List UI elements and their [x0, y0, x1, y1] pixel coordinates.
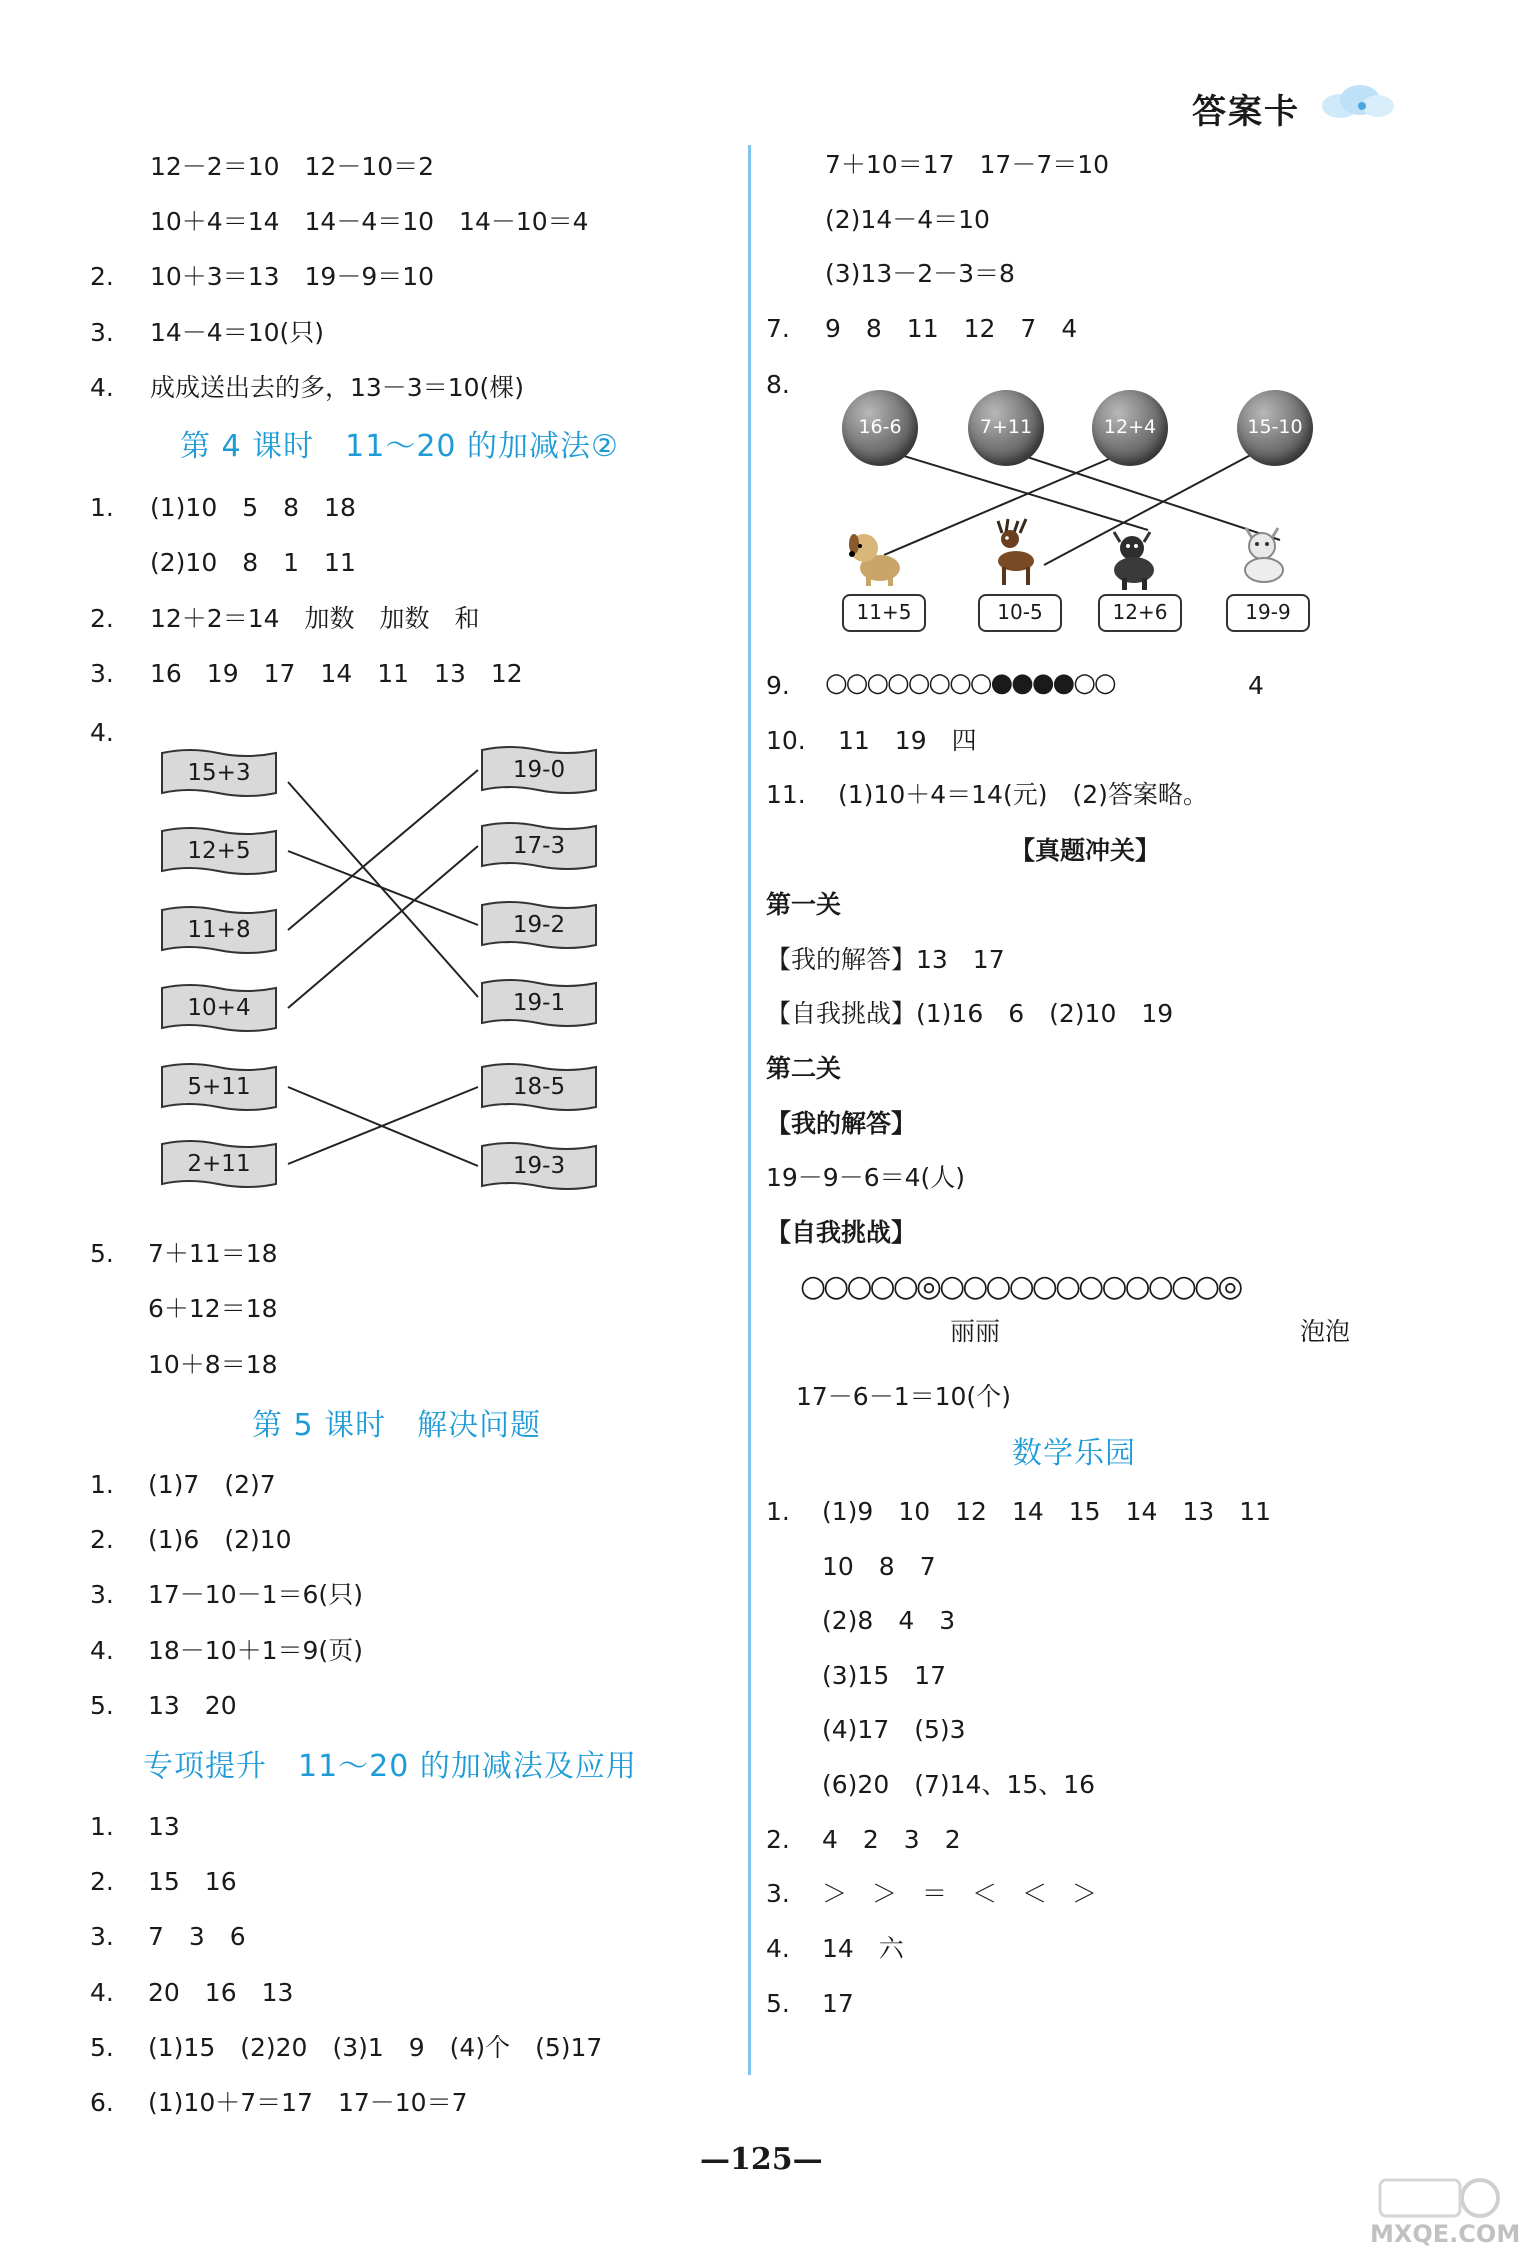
- answer-line: 20 16 13: [148, 1978, 294, 2007]
- answer-line: 11 19 四: [838, 726, 977, 755]
- question-number: 2.: [90, 1867, 114, 1896]
- name-label: 泡泡: [1300, 1317, 1351, 1346]
- circle-row: [800, 1270, 1240, 1304]
- section-heading: 数学乐园: [1012, 1436, 1136, 1471]
- answer-label: 【我的解答】: [766, 1109, 917, 1138]
- ball-label: 15-10: [1247, 416, 1303, 438]
- question-number: 3.: [90, 1580, 114, 1609]
- question-number: 8.: [766, 370, 790, 399]
- answer-line: 19－9－6＝4(人): [766, 1163, 966, 1192]
- answer-line: (2)14－4＝10: [825, 205, 990, 234]
- flag-label: 17-3: [512, 833, 566, 859]
- answer-line: 10＋3＝13 19－9＝10: [150, 262, 435, 291]
- flag-card: [480, 1140, 598, 1192]
- answer-line: 16 19 17 14 11 13 12: [150, 659, 523, 688]
- answer-tag: 11+5: [842, 594, 926, 632]
- answer-line: (1)6 (2)10: [148, 1525, 292, 1554]
- flag-card: [480, 977, 598, 1029]
- question-number: 11.: [766, 780, 806, 809]
- answer-line: (4)17 (5)3: [822, 1715, 966, 1744]
- ball-card: [842, 390, 918, 466]
- question-number: 2.: [90, 262, 114, 291]
- flag-label: 19-2: [512, 912, 566, 938]
- answer-line: 14－4＝10(只): [150, 318, 325, 347]
- flag-label: 11+8: [187, 917, 251, 943]
- level-title: 第二关: [766, 1054, 842, 1083]
- question-number: 2.: [90, 604, 114, 633]
- flag-label: 12+5: [187, 838, 251, 864]
- section-heading: 第 4 课时 11～20 的加减法②: [180, 429, 619, 464]
- question-number: 3.: [90, 1922, 114, 1951]
- answer-line: 14 六: [822, 1934, 904, 1963]
- circles-group: ○○○○○○○○○○○○: [939, 1269, 1218, 1304]
- answer-line: (1)7 (2)7: [148, 1470, 276, 1499]
- answer-line: (1)10＋7＝17 17－10＝7: [148, 2088, 468, 2117]
- flag-label: 15+3: [187, 760, 251, 786]
- answer-line: (6)20 (7)14、15、16: [822, 1770, 1096, 1799]
- circles-group: ○○○○○: [800, 1269, 916, 1304]
- flag-card: [160, 1061, 278, 1113]
- flag-label: 5+11: [187, 1074, 251, 1100]
- answer-line: 17－6－1＝10(个): [796, 1382, 1011, 1411]
- question-number: 5.: [90, 1239, 114, 1268]
- answer-line: 17－10－1＝6(只): [148, 1580, 363, 1609]
- question-number: 10.: [766, 726, 806, 755]
- section-heading: 第 5 课时 解决问题: [252, 1408, 542, 1443]
- question-number: 5.: [90, 2033, 114, 2062]
- ball-card: [1092, 390, 1168, 466]
- answer-line: (3)15 17: [822, 1661, 947, 1690]
- answer-line: (1)10＋4＝14(元) (2)答案略。: [838, 780, 1208, 809]
- circle-row: ○○○○○○○○●●●●○○: [825, 668, 1115, 698]
- page-number: —125—: [700, 2142, 823, 2177]
- answer-line: 7＋10＝17 17－7＝10: [825, 150, 1110, 179]
- flag-card: [160, 747, 278, 799]
- section-heading: 【真题冲关】: [1010, 836, 1161, 865]
- flag-label: 10+4: [187, 995, 251, 1021]
- answer-line: 13: [148, 1812, 180, 1841]
- question-number: 7.: [766, 314, 790, 343]
- answer-line: 12＋2＝14 加数 加数 和: [150, 604, 480, 633]
- answer-line: ＞ ＞ ＝ ＜ ＜ ＞: [822, 1879, 1098, 1908]
- answer-tag: 12+6: [1098, 594, 1182, 632]
- ball-card: [1237, 390, 1313, 466]
- double-circle-icon: ◎: [1217, 1269, 1241, 1304]
- watermark-text: MXQE.COM: [1370, 2220, 1521, 2248]
- question-number: 2.: [90, 1525, 114, 1554]
- flag-card: [480, 744, 598, 796]
- question-number: 5.: [90, 1691, 114, 1720]
- cloud-decoration-icon: [1318, 80, 1398, 128]
- flag-card: [160, 1138, 278, 1190]
- deer-icon: [978, 515, 1048, 585]
- question-number: 6.: [90, 2088, 114, 2117]
- flag-label: 19-0: [512, 757, 566, 783]
- answer-line: (1)9 10 12 14 15 14 13 11: [822, 1497, 1271, 1526]
- question-number: 4.: [90, 1636, 114, 1665]
- question-number: 1.: [90, 1470, 114, 1499]
- answer-line: 12－2＝10 12－10＝2: [150, 152, 435, 181]
- answer-line: (1)15 (2)20 (3)1 9 (4)个 (5)17: [148, 2033, 603, 2062]
- answer-line: 17: [822, 1989, 854, 2018]
- answer-tag: 10-5: [978, 594, 1062, 632]
- question-number: 1.: [766, 1497, 790, 1526]
- answer-line: 【自我挑战】(1)16 6 (2)10 19: [766, 999, 1174, 1028]
- answer-value: 4: [1248, 671, 1264, 700]
- flag-card: [160, 825, 278, 877]
- question-number: 4.: [90, 373, 114, 402]
- question-number: 9.: [766, 671, 790, 700]
- question-number: 4.: [90, 718, 114, 747]
- flag-label: 19-1: [512, 990, 566, 1016]
- ball-card: [968, 390, 1044, 466]
- answer-line: 10＋8＝18: [148, 1350, 278, 1379]
- section-heading: 专项提升 11～20 的加减法及应用: [143, 1749, 637, 1784]
- answer-line: (2)8 4 3: [822, 1606, 956, 1635]
- dragon-icon: [1228, 520, 1298, 590]
- flag-card: [160, 904, 278, 956]
- double-circle-icon: ◎: [915, 1269, 940, 1304]
- answer-line: 13 20: [148, 1691, 237, 1720]
- question-number: 3.: [90, 318, 114, 347]
- header-title: 答案卡: [1192, 92, 1300, 132]
- question-number: 4.: [766, 1934, 790, 1963]
- answer-line: (3)13－2－3＝8: [825, 259, 1015, 288]
- question-number: 1.: [90, 493, 114, 522]
- flag-card: [160, 982, 278, 1034]
- question-number: 5.: [766, 1989, 790, 2018]
- flag-card: [480, 820, 598, 872]
- answer-line: 15 16: [148, 1867, 237, 1896]
- answer-line: 10 8 7: [822, 1552, 936, 1581]
- cow-icon: [1098, 522, 1168, 592]
- answer-line: 【我的解答】13 17: [766, 945, 1005, 974]
- answer-line: 7＋11＝18: [148, 1239, 278, 1268]
- answer-line: 6＋12＝18: [148, 1294, 278, 1323]
- answer-line: (2)10 8 1 11: [150, 548, 356, 577]
- question-number: 3.: [90, 659, 114, 688]
- answer-line: (1)10 5 8 18: [150, 493, 356, 522]
- flag-label: 19-3: [512, 1153, 566, 1179]
- answer-line: 10＋4＝14 14－4＝10 14－10＝4: [150, 207, 589, 236]
- flag-card: [480, 1061, 598, 1113]
- answer-line: 4 2 3 2: [822, 1825, 961, 1854]
- answer-line: 9 8 11 12 7 4: [825, 314, 1078, 343]
- question-number: 4.: [90, 1978, 114, 2007]
- flag-label: 18-5: [512, 1074, 566, 1100]
- flag-card: [480, 899, 598, 951]
- matching-lines: [0, 0, 760, 1230]
- answer-tag: 19-9: [1226, 594, 1310, 632]
- ball-label: 7+11: [979, 416, 1033, 438]
- question-number: 3.: [766, 1879, 790, 1908]
- answer-line: 18－10＋1＝9(页): [148, 1636, 363, 1665]
- answer-line: 成成送出去的多，13－3＝10(棵): [150, 373, 525, 402]
- ball-label: 12+4: [1103, 416, 1157, 438]
- ball-label: 16-6: [858, 416, 902, 438]
- level-title: 第一关: [766, 890, 842, 919]
- answer-line: 7 3 6: [148, 1922, 246, 1951]
- flag-label: 2+11: [187, 1151, 251, 1177]
- dog-icon: [842, 520, 912, 590]
- name-label: 丽丽: [950, 1317, 1001, 1346]
- question-number: 1.: [90, 1812, 114, 1841]
- question-number: 2.: [766, 1825, 790, 1854]
- answer-label: 【自我挑战】: [766, 1218, 917, 1247]
